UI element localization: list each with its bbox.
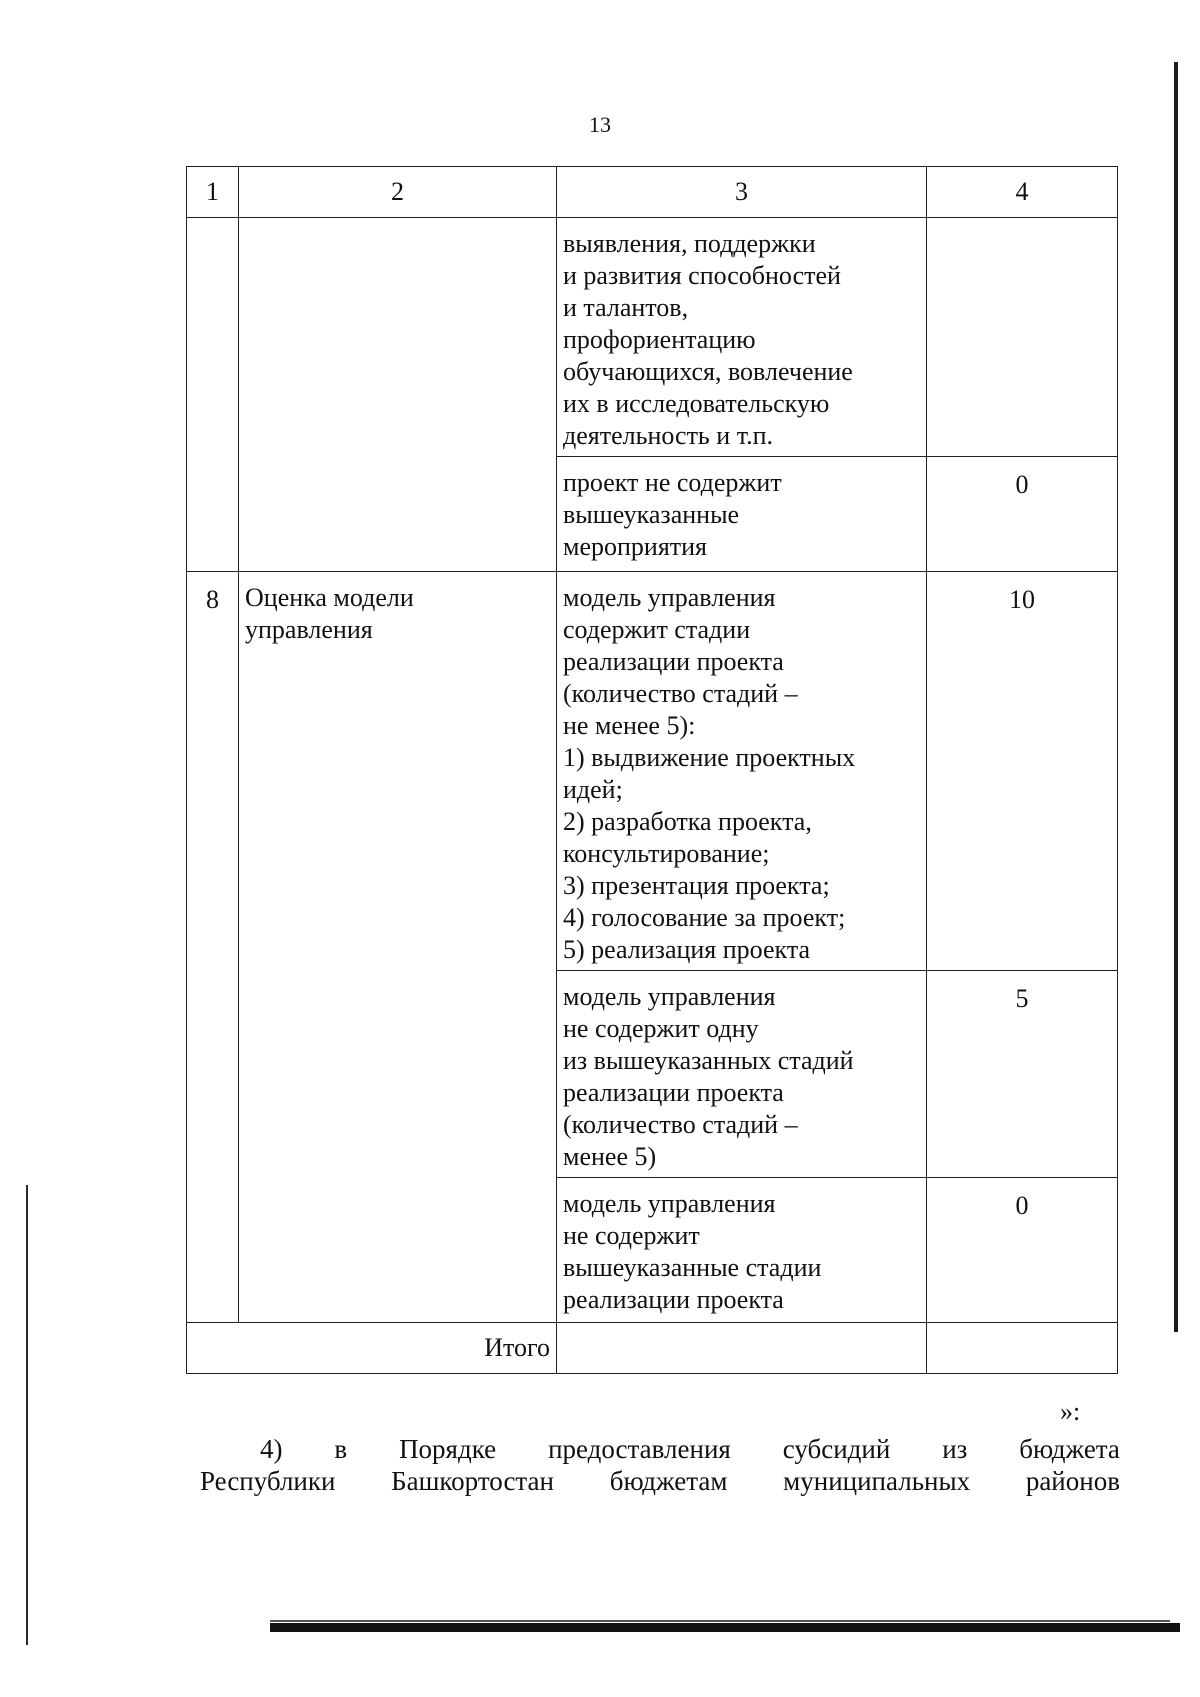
paragraph-word: в — [334, 1434, 348, 1464]
criterion-name-cell: Оценка модели управления — [239, 572, 557, 1323]
paragraph-line — [200, 1433, 1120, 1465]
closing-quote: »: — [1060, 1397, 1081, 1426]
header-cell: 4 — [927, 167, 1118, 218]
score-cell: 10 — [927, 572, 1118, 971]
row-number-cell: 8 — [187, 572, 239, 1323]
paragraph-word: Порядке — [399, 1434, 497, 1464]
scan-edge-bottom-thin — [270, 1620, 1170, 1622]
scan-edge-bottom — [270, 1623, 1180, 1632]
criterion-detail-cell: выявления, поддержки и развития способностей и талантов, профориентацию обучающихся, вовлечение их в исследовательскую деятельность и т.п. — [557, 218, 927, 457]
table-header-row — [187, 167, 1118, 218]
page-number: 13 — [589, 112, 611, 137]
total-empty-cell — [557, 1323, 927, 1374]
paragraph-word: бюджета — [1019, 1434, 1120, 1464]
paragraph-word: муниципальных — [783, 1466, 971, 1496]
number-cell-empty — [187, 218, 239, 572]
paragraph-word: бюджетам — [609, 1466, 728, 1496]
score-cell: 5 — [927, 971, 1118, 1178]
criterion-name-cell-empty — [239, 218, 557, 572]
score-cell — [927, 218, 1118, 457]
scan-edge-right — [1174, 62, 1178, 1332]
table-row — [187, 572, 1118, 971]
criteria-table — [186, 166, 1118, 1374]
paragraph-word: предоставления — [548, 1434, 731, 1464]
header-cell: 2 — [239, 167, 557, 218]
header-cell: 1 — [187, 167, 239, 218]
criterion-detail-cell: проект не содержит вышеуказанные мероприятия — [557, 457, 927, 572]
paragraph-word: Башкортостан — [391, 1466, 554, 1496]
score-cell: 0 — [927, 1178, 1118, 1323]
criterion-detail-cell: модель управления содержит стадии реализации проекта (количество стадий – не менее 5): 1) выдвижение проектных идей; 2) разработка проекта, консультирование; 3) презентация проекта; 4) голосование за проект; 5) реализация проекта — [557, 572, 927, 971]
paragraph-word: из — [942, 1434, 968, 1464]
paragraph-word: Республики — [200, 1466, 336, 1496]
amendment-paragraph — [200, 1433, 1120, 1497]
score-cell: 0 — [927, 457, 1118, 572]
paragraph-word: субсидий — [782, 1434, 891, 1464]
total-score-cell — [927, 1323, 1118, 1374]
criterion-detail-cell: модель управления не содержит вышеуказанные стадии реализации проекта — [557, 1178, 927, 1323]
total-row — [187, 1323, 1118, 1374]
criterion-detail-cell: модель управления не содержит одну из вышеуказанных стадий реализации проекта (количество стадий – менее 5) — [557, 971, 927, 1178]
header-cell: 3 — [557, 167, 927, 218]
paragraph-word: 4) — [260, 1434, 283, 1464]
total-label: Итого — [187, 1323, 557, 1374]
scan-edge-left — [26, 1185, 28, 1645]
table-row — [187, 218, 1118, 457]
paragraph-word: районов — [1025, 1466, 1120, 1496]
paragraph-line — [200, 1465, 1120, 1497]
